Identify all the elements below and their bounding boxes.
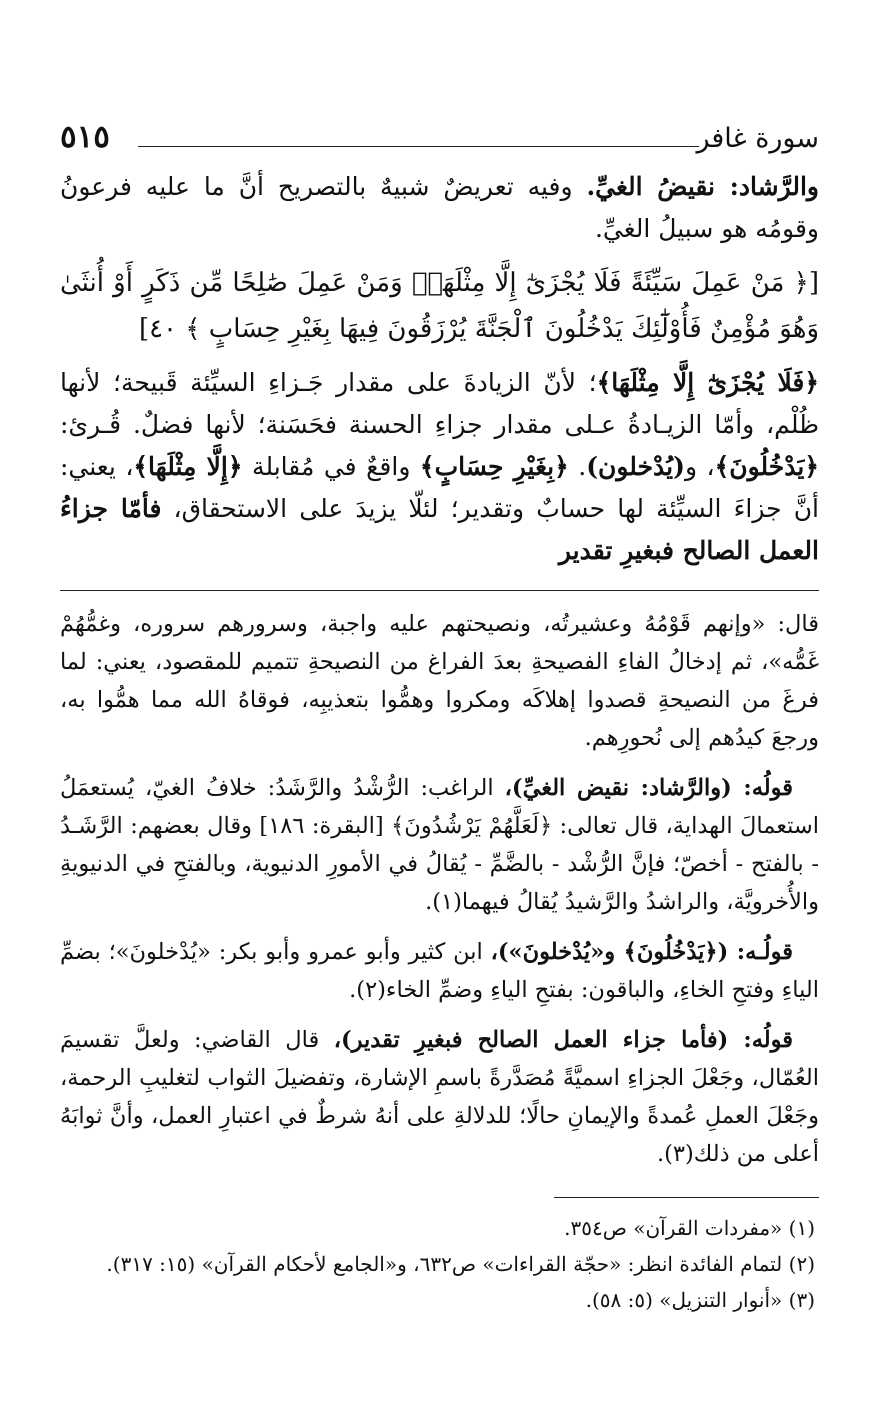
- text-run: وفيه تعريضٌ شبيهٌ بالتصريح أنَّ ما عليه فرعونُ وقومُه هو سبيلُ الغيِّ.: [60, 172, 819, 243]
- footnote-2: (٢) لتمام الفائدة انظر: «حجّة القراءات» ص٦٣٢، و«الجامع لأحكام القرآن» (١٥: ٣١٧).: [106, 1252, 815, 1276]
- section-divider: [60, 590, 819, 591]
- main-paragraph-1: [60, 166, 819, 250]
- text-run: قال القاضي: ولعلَّ تقسيمَ العُمّال، وجَعْلَ الجزاءِ اسميَّةً مُصَدَّرةً باسمِ الإشارة، وتفضيلَ الثواب لتغليبِ الرحمة، وجَعْلَ العملِ عُمدةً والإيمانِ حالًا؛ للدلالةِ على أنهُ شرطٌ في اعتبارِ العمل، وأنَّ ثوابَهُ أعلى من ذلك(٣).: [60, 1027, 819, 1167]
- commentary-lead: قولُه: (والرَّشاد: نقيض الغيِّ)،: [504, 775, 793, 801]
- commentary-lead: قولُـه: (﴿يَدْخُلُونَ﴾ و«يُدْخلونَ»)،: [490, 939, 793, 965]
- bold-phrase: فأمّا جزاءُ العمل الصالح فبغيرِ تقدير: [60, 494, 819, 565]
- text-run: .: [568, 452, 587, 481]
- commentary: [60, 605, 819, 1173]
- quran-quote: ﴿فَلَا يُجْزَىٰٓ إِلَّا مِثْلَهَا﴾: [596, 368, 819, 397]
- text-run: ؛ لأنّ الزيادةَ على مقدار جَـزاءِ السيِّئة قَبيحة؛ لأنها ظُلْم، وأمّا الزيـادةُ عـلى مقدار جزاءِ الحسنة فحَسَنة؛ لأنها فضلٌ. قُـرئ:: [60, 368, 819, 439]
- commentary-paragraph-2: [60, 769, 819, 921]
- text-run: واقعٌ في مُقابلة: [242, 452, 420, 481]
- footnotes: [60, 1210, 819, 1318]
- surah-title: سورة غافر: [696, 123, 819, 154]
- quran-quote: ﴿إِلَّا مِثْلَهَا﴾: [133, 452, 243, 481]
- page-number: ٥١٥: [60, 119, 110, 155]
- commentary-paragraph-3: [60, 933, 819, 1009]
- text-run: ، و: [684, 452, 715, 481]
- footnote-divider: [554, 1197, 819, 1198]
- footnote-3: (٣) «أنوار التنزيل» (٥: ٥٨).: [585, 1288, 815, 1312]
- main-text: [60, 166, 819, 572]
- text-run: ابن كثير وأبو عمرو وأبو بكر: «يُدْخلونَ»؛ بضمِّ الياءِ وفتحِ الخاءِ، والباقون: بفتحِ الياءِ وضمِّ الخاء(٢).: [60, 939, 819, 1003]
- header-rule: [138, 146, 699, 147]
- commentary-lead: قولُه: (فأما جزاء العمل الصالح فبغيرِ تقدير)،: [333, 1027, 793, 1053]
- bold-phrase: (يُدْخلون): [586, 452, 685, 481]
- quran-quote: ﴿يَدْخُلُونَ﴾: [714, 452, 819, 481]
- commentary-paragraph-1: قال: «وإنهم قَوْمُهُ وعشيرتُه، ونصيحتهم عليه واجبة، وسرورهم سروره، وغمُّهُمْ غَمُّه»، ثم إدخالُ الفاءِ الفصيحةِ بعدَ الفراغ من النصيحةِ تتميم للمقصود، يعني: لما فرغَ من النصيحةِ قصدوا إهلاكَه ومكروا وهمُّوا بتعذيبِه، فوقاهُ الله مما همُّوا به، ورجعَ كيدُهم إلى نُحورِهم.: [60, 611, 819, 751]
- text-run: ، يعني: أنَّ جزاءَ السيِّئة لها حسابٌ وتقدير؛ لئلّا يزيدَ على الاستحقاق،: [60, 452, 820, 523]
- page-header: [60, 118, 819, 166]
- quran-verse: [﴿ مَنْ عَمِلَ سَيِّئَةً فَلَا يُجْزَىٰٓ إِلَّا مِثْلَهَاۖ وَمَنْ عَمِلَ صَٰلِحًا مِّن ذَكَرٍ أَوْ أُنثَىٰ وَهُوَ مُؤْمِنٌ فَأُوْلَٰٓئِكَ يَدْخُلُونَ ٱلْجَنَّةَ يُرْزَقُونَ فِيهَا بِغَيْرِ حِسَابٍ ﴾ ٤٠]: [60, 268, 819, 344]
- commentary-paragraph-4: [60, 1021, 819, 1173]
- quran-quote: ﴿بِغَيْرِ حِسَابٍ﴾: [419, 452, 569, 481]
- footnote-1: (١) «مفردات القرآن» ص٣٥٤.: [564, 1216, 815, 1240]
- text-run: الراغب: الرُّشْدُ والرَّشَدُ: خلافُ الغيّ، يُستعمَلُ استعمالَ الهداية، قال تعالى: ﴿لَعَلَّهُمْ يَرْشُدُونَ﴾ [البقرة: ١٨٦] وقال بعضهم: الرَّشَـدُ - بالفتح - أخصّ؛ فإنَّ الرُّشْد - بالضَّمِّ - يُقالُ في الأمورِ الدنيوية، وبالفتحِ في الدنيويةِ والأُخرويَّة، والراشدُ والرَّشيدُ يُقالُ فيهما(١).: [60, 775, 820, 915]
- main-paragraph-2: [60, 362, 819, 572]
- bold-phrase: والرَّشاد: نقيضُ الغيِّ.: [586, 172, 819, 201]
